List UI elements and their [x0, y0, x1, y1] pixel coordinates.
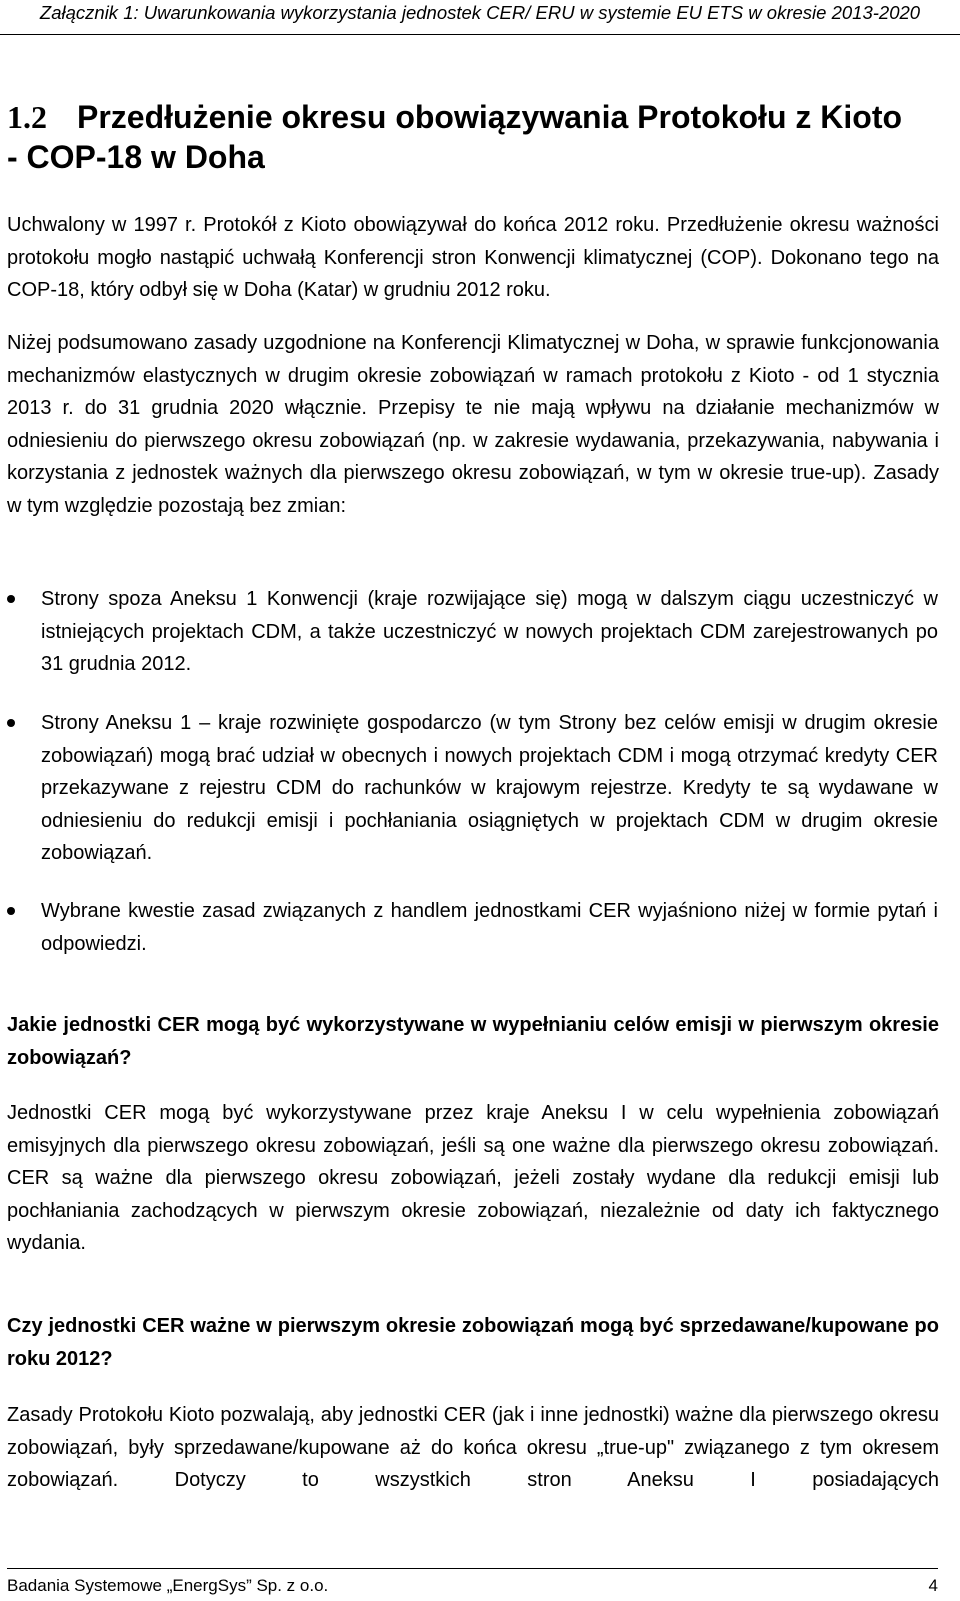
answer-paragraph: Zasady Protokołu Kioto pozwalają, aby jednostki CER (jak i inne jednostki) ważne dla pierwszego okresu zobowiązań, były sprzedawane/kupowane aż do końca okresu „true-up" związanego z tym okresem zobowiązań. Dotyczy to wszystkich stron Aneksu I posiadających — [7, 1404, 939, 1491]
bullet-icon — [7, 595, 15, 603]
answer-paragraph: Jednostki CER mogą być wykorzystywane przez kraje Aneksu I w celu wypełnienia zobowiązań emisyjnych dla pierwszego okresu zobowiązań, jeśli są one ważne dla pierwszego okresu zobowiązań. CER są ważne dla pierwszego okresu zobowiązań, jeżeli zostały wydane dla redukcji emisji lub pochłaniania zachodzących w pierwszym okresie zobowiązań, niezależnie od daty ich faktycznego wydania. — [7, 1102, 939, 1254]
bullet-text: Strony spoza Aneksu 1 Konwencji (kraje rozwijające się) mogą w dalszym ciągu uczestniczyć w istniejących projektach CDM, a także uczestniczyć w nowych projektach CDM zarejestrowanych po 31 grudnia 2012. — [41, 588, 938, 675]
bullet-text: Strony Aneksu 1 – kraje rozwinięte gospodarczo (w tym Strony bez celów emisji w drugim okresie zobowiązań) mogą brać udział w obecnych i nowych projektach CDM i mogą otrzymać kredyty CER przekazywane z rejestru CDM do rachunków w krajowym rejestrze. Kredyty te są wydawane w odniesieniu do redukcji emisji i pochłaniania osiągniętych w projektach CDM w drugim okresie zobowiązań. — [41, 712, 938, 864]
section-heading — [7, 97, 947, 177]
section-title-line2: - COP-18 w Doha — [7, 139, 265, 175]
section-number: 1.2 — [7, 99, 47, 135]
page-number: 4 — [928, 1576, 938, 1595]
intro-paragraph: Uchwalony w 1997 r. Protokół z Kioto obowiązywał do końca 2012 roku. Przedłużenie okresu ważności protokołu mogło nastąpić uchwałą Konferencji stron Konwencji klimatycznej (COP). Dokonano tego na COP-18, który odbył się w Doha (Katar) w grudniu 2012 roku. — [7, 214, 939, 301]
section-title-line1: Przedłużenie okresu obowiązywania Protokołu z Kioto — [77, 99, 903, 135]
bullet-icon — [7, 719, 15, 727]
footer-company: Badania Systemowe „EnergSys” Sp. z o.o. — [7, 1576, 329, 1595]
bullet-icon — [7, 907, 15, 915]
bullet-text: Wybrane kwestie zasad związanych z handlem jednostkami CER wyjaśniono niżej w formie pytań i odpowiedzi. — [41, 900, 938, 955]
running-header: Załącznik 1: Uwarunkowania wykorzystania jednostek CER/ ERU w systemie EU ETS w okresie 2013-2020 — [0, 0, 960, 35]
question-heading: Czy jednostki CER ważne w pierwszym okresie zobowiązań mogą być sprzedawane/kupowane po roku 2012? — [7, 1315, 939, 1370]
question-heading: Jakie jednostki CER mogą być wykorzystywane w wypełnianiu celów emisji w pierwszym okresie zobowiązań? — [7, 1014, 939, 1069]
list-item — [41, 583, 938, 681]
page-footer — [7, 1568, 938, 1595]
list-item — [41, 895, 938, 960]
summary-paragraph: Niżej podsumowano zasady uzgodnione na Konferencji Klimatycznej w Doha, w sprawie funkcjonowania mechanizmów elastycznych w drugim okresie zobowiązań w ramach protokołu z Kioto - od 1 stycznia 2013 r. do 31 grudnia 2020 włącznie. Przepisy te nie mają wpływu na działanie mechanizmów w odniesieniu do pierwszego okresu zobowiązań (np. w zakresie wydawania, przekazywania, nabywania i korzystania z jednostek ważnych dla pierwszego okresu zobowiązań, w tym w okresie true-up). Zasady w tym względzie pozostają bez zmian: — [7, 332, 939, 517]
list-item — [41, 707, 938, 870]
